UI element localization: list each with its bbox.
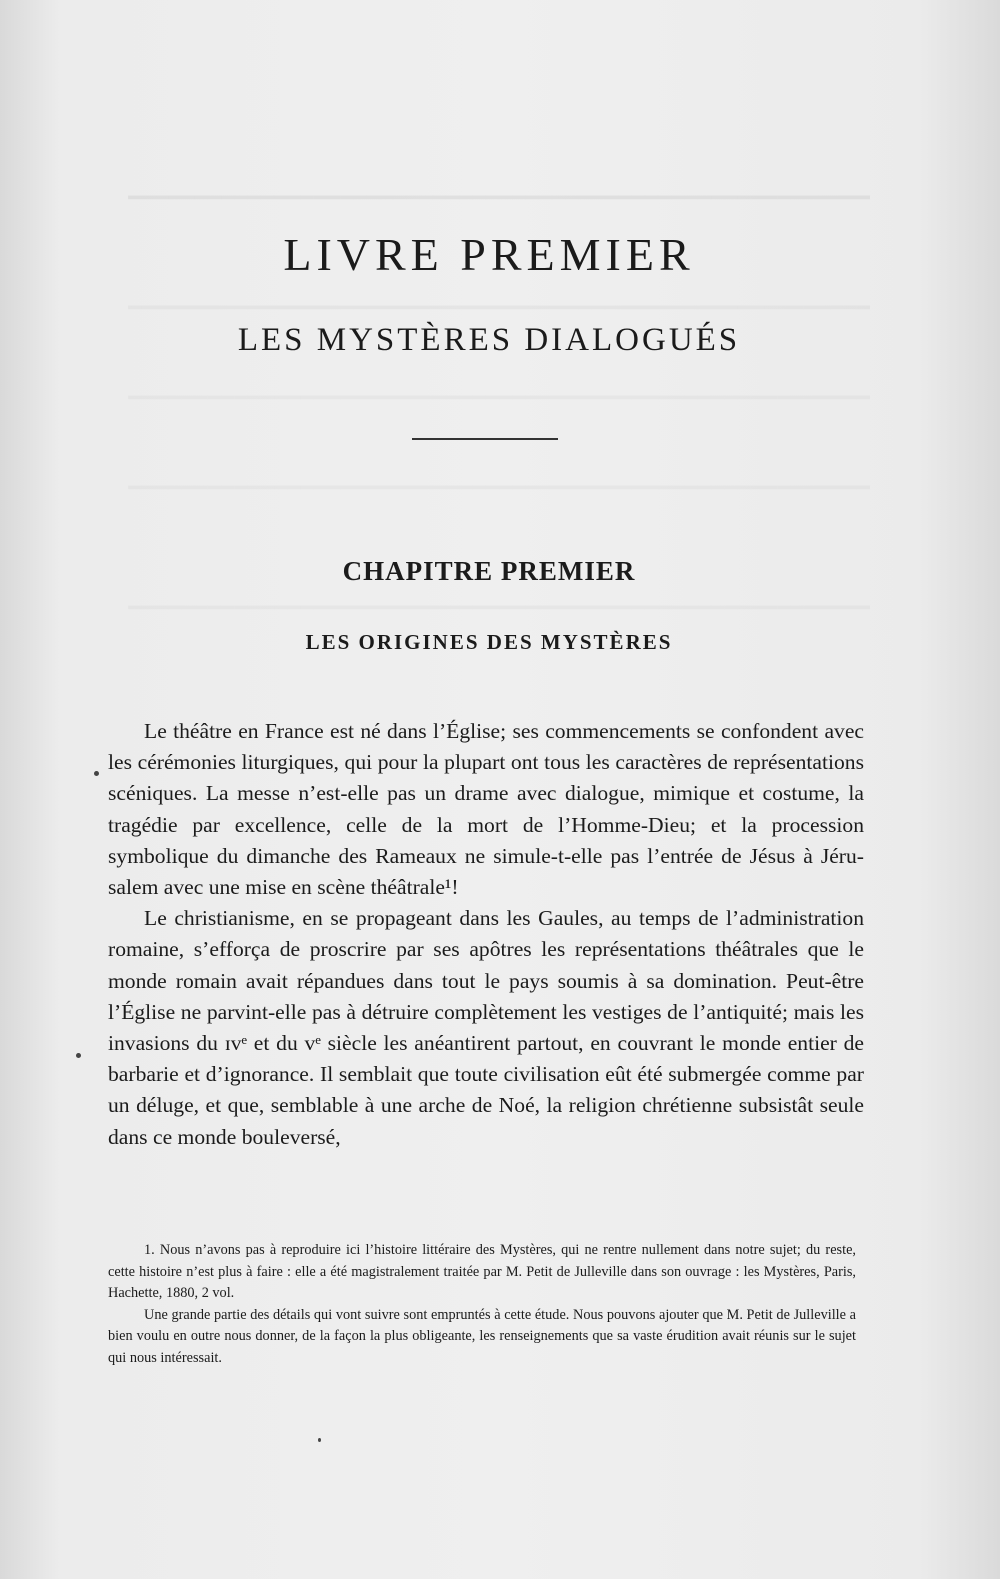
chapter-title: CHAPITRE PREMIER [342,556,636,586]
title-divider [412,438,558,440]
ink-speck [76,1053,81,1058]
show-through-text: ━━━━━━━━━━━━━━━━━━━━━━━━━━━━━━━━━━━━━━━━━━━━━━━━━━━━━━━━ [128,185,870,210]
show-through-text: ━━━━━━━━━━━━━━━━━━━━━━━━━━━━━━━━━━━━━━━━━━━━━━━━━━━━━━━━ [128,595,870,620]
footnotes [108,1240,856,1369]
show-through-text: ━━━━━━━━━━━━━━━━━━━━━━━━━━━━━━━━━━━━━━━━━━━━━━━━━━━━━━━━ [128,295,870,320]
footnote: 1. Nous n’avons pas à reproduire ici l’histoire littéraire des Mystères, qui ne rentre nullement dans notre sujet; du reste, cette histoire n’est plus à faire : elle a été magistralement traitée par M. Petit de Julleville dans son ouvrage : les Mystères, Paris, Hachette, 1880, 2 vol. [108,1242,856,1301]
book-subtitle: LES MYSTÈRES DIALOGUÉS [237,322,741,358]
show-through-text: ━━━━━━━━━━━━━━━━━━━━━━━━━━━━━━━━━━━━━━━━━━━━━━━━━━━━━━━━ [128,385,870,410]
body-text [108,716,864,1153]
footnote: Une grande partie des détails qui vont suivre sont empruntés à cette étude. Nous pouvons ajouter que M. Petit de Julleville a bien voulu en outre nous donner, de la façon la plus obligeante, les renseignements que sa vaste érudition avait réunis sur le sujet qui nous intéressait. [108,1306,856,1366]
paragraph: Le christianisme, en se propageant dans les Gaules, au temps de l’administration romaine, s’efforça de proscrire par ses apôtres les représentations théâtrales que le monde romain avait répandues dans tout le pays soumis à sa domination. Peut-être l’Église ne parvint-elle pas à détruire complètement les vestiges de l’antiquité; mais les invasions du ɪᴠᵉ et du ᴠᵉ siècle les anéantirent partout, en couvrant le monde entier de barbarie et d’ignorance. Il semblait que toute civilisation eût été submergée comme par un déluge, et que, semblable à une arche de Noé, la religion chrétienne subsistât seule dans ce monde bouleversé, [108,906,864,1149]
paragraph: Le théâtre en France est né dans l’Église; ses commencements se confondent avec les cérémonies liturgiques, qui pour la plupart ont tous les caractères de représentations scéniques. La messe n’est-elle pas un drame avec dialogue, mimique et costume, la tragédie par excellence, celle de la mort de l’Homme-Dieu; et la procession symbolique du dimanche des Rameaux ne simule-t-elle pas l’entrée de Jésus à Jérusalem avec une mise en scène théâtrale¹! [108,719,864,900]
chapter-subtitle: LES ORIGINES DES MYSTÈRES [305,630,673,654]
ink-speck [94,771,99,776]
show-through-text: ━━━━━━━━━━━━━━━━━━━━━━━━━━━━━━━━━━━━━━━━━━━━━━━━━━━━━━━━ [128,475,870,500]
ink-speck [318,1438,321,1442]
book-title: LIVRE PREMIER [283,229,695,280]
